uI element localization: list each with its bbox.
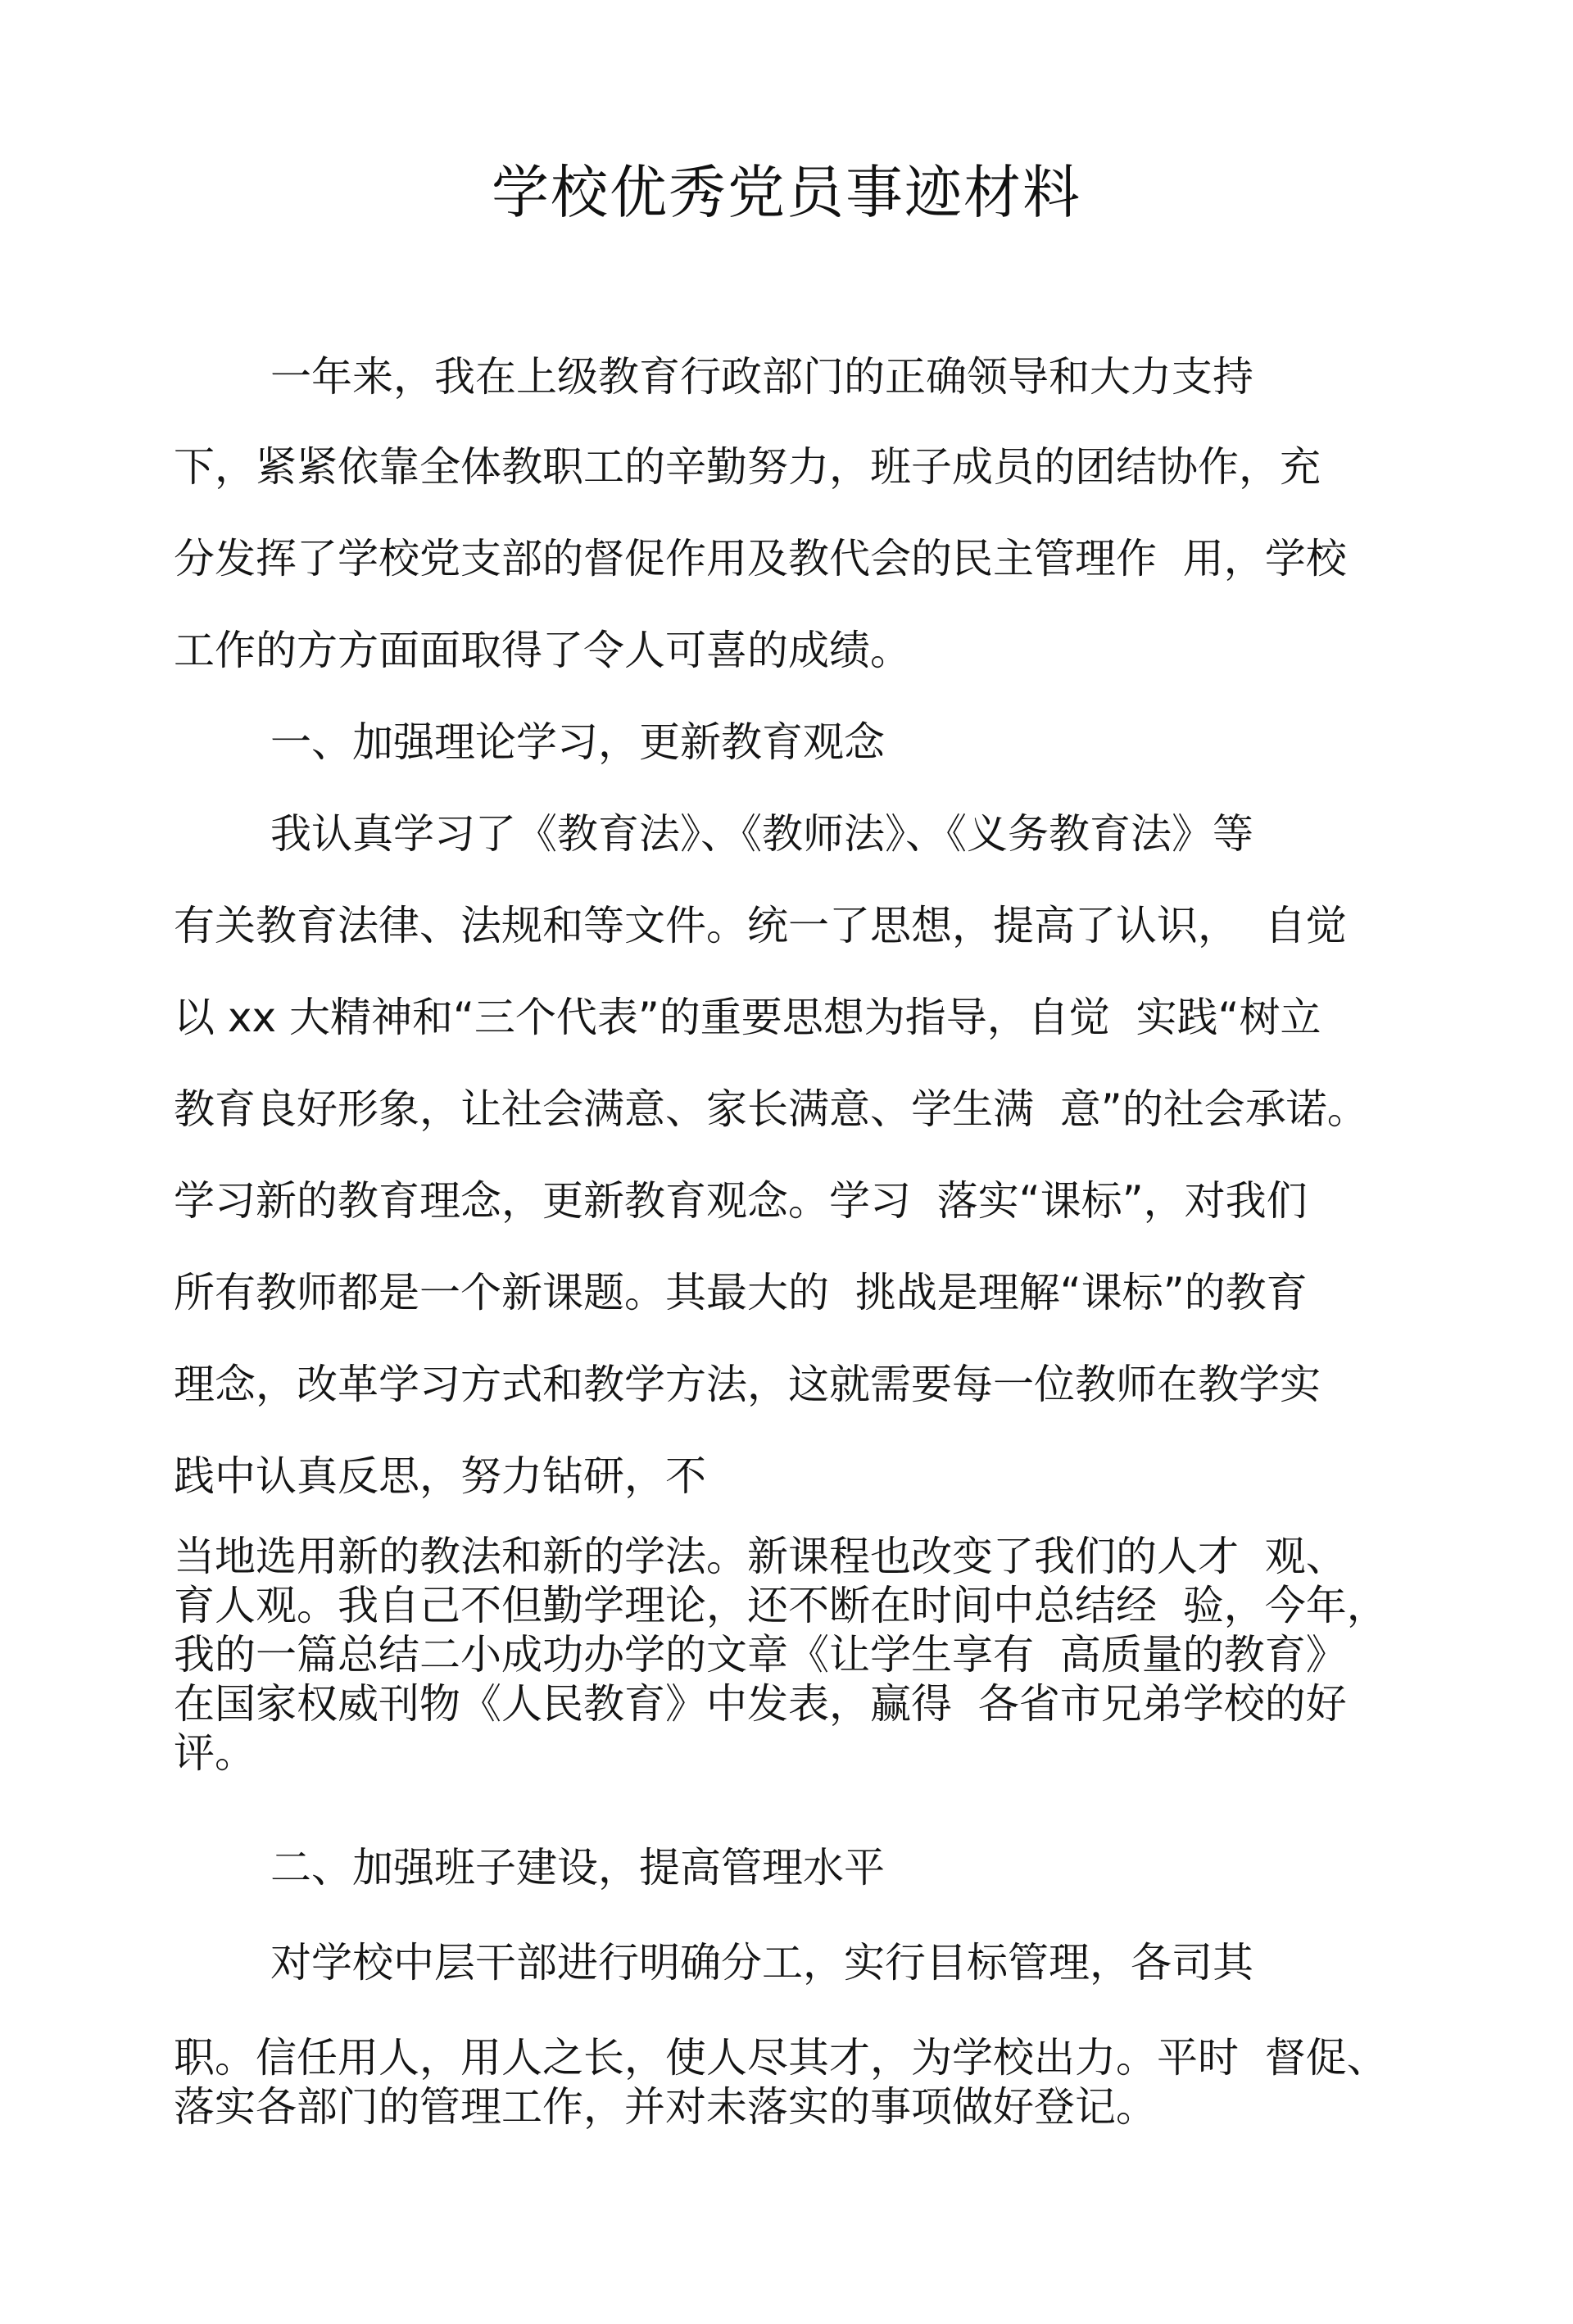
paragraph-line: 对学校中层干部进行明确分工，实行目标管理，各司其 (270, 1939, 1253, 1986)
paragraph-line: 下，紧紧依靠全体教职工的辛勤努力，班子成员的团结协作，充 (174, 443, 1321, 491)
paragraph-line: 学习新的教育理念，更新教育观念。学习 落实“课标”，对我们 (174, 1177, 1308, 1225)
paragraph-line: 我认真学习了《教育法》、《教师法》、《义务教育法》等 (270, 810, 1253, 858)
paragraph-line: 育人观。我自己不但勤学理论，还不断在时间中总结经 验，今年， (174, 1582, 1388, 1629)
paragraph-line: 践中认真反思，努力钻研，不 (174, 1452, 706, 1500)
paragraph-line: 落实各部门的管理工作，并对未落实的事项做好登记。 (174, 2083, 1157, 2131)
paragraph-line: 工作的方方面面取得了令人可喜的成绩。 (174, 627, 911, 674)
paragraph-line: 职。信任用人，用人之长，使人尽其才，为学校出力。平时 督促、 (174, 2034, 1388, 2082)
paragraph-line: 一年来，我在上级教育行政部门的正确领导和大力支持 (270, 353, 1253, 401)
paragraph-line: 分发挥了学校党支部的督促作用及教代会的民主管理作 用，学校 (174, 535, 1347, 582)
section-heading-1: 一、加强理论学习，更新教育观念 (270, 718, 885, 766)
paragraph-line: 有关教育法律、法规和等文件。统一了思想，提高了认识， 自觉 (174, 902, 1347, 949)
paragraph-line: 以 xx 大精神和“三个代表”的重要思想为指导，自觉 实践“树立 (174, 994, 1321, 1041)
paragraph-line: 当地选用新的教法和新的学法。新课程也改变了我们的人才 观、 (174, 1533, 1347, 1580)
paragraph-line: 所有教师都是一个新课题。其最大的 挑战是理解“课标”的教育 (174, 1269, 1308, 1316)
paragraph-line: 在国家权威刊物《人民教育》中发表，赢得 各省市兄弟学校的好 (174, 1680, 1347, 1728)
document-title: 学校优秀党员事迹材料 (492, 159, 1081, 226)
paragraph-line: 我的一篇总结二小成功办学的文章《让学生享有 高质量的教育》 (174, 1631, 1347, 1678)
paragraph-line: 评。 (174, 1729, 256, 1777)
paragraph-line: 理念，改革学习方式和教学方法，这就需要每一位教师在教学实 (174, 1361, 1321, 1408)
paragraph-line: 教育良好形象，让社会满意、家长满意、学生满 意”的社会承诺。 (174, 1085, 1368, 1133)
section-heading-2: 二、加强班子建设，提高管理水平 (270, 1844, 885, 1891)
